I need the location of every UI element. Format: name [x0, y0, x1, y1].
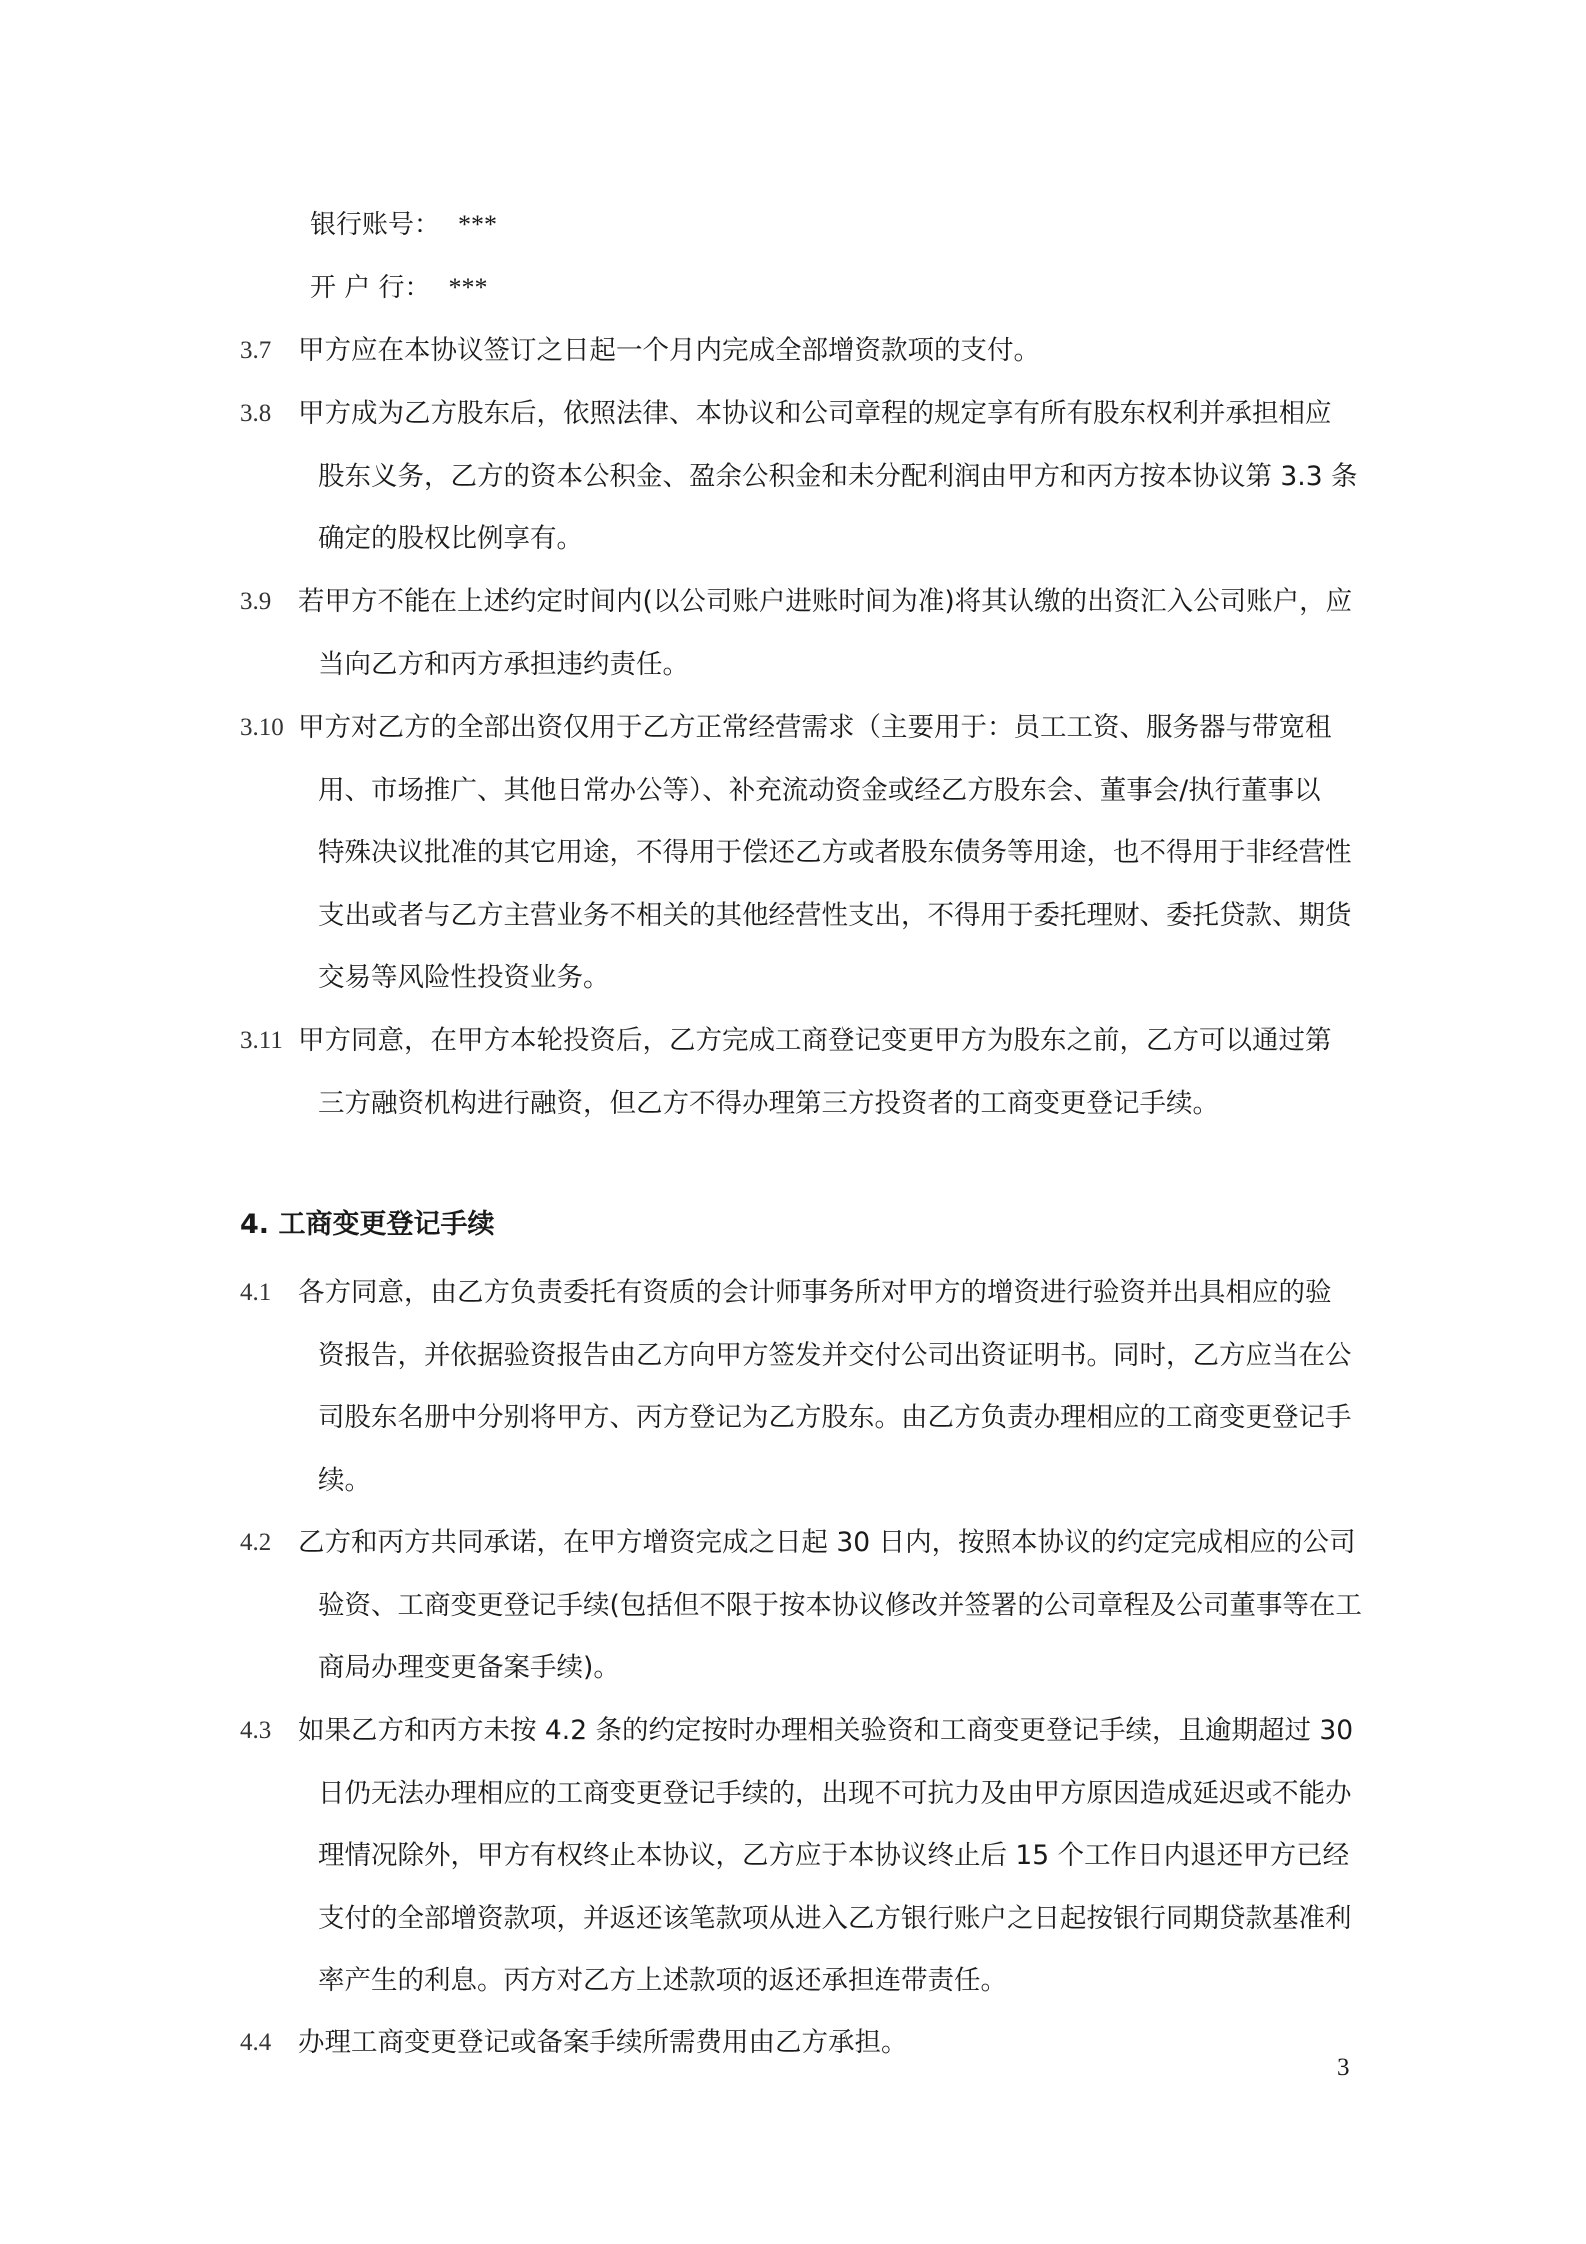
clause-3-8	[240, 383, 1360, 571]
clause-line: 各方同意，由乙方负责委托有资质的会计师事务所对甲方的增资进行验资并出具相应的验	[298, 1277, 1332, 1308]
clause-4-4	[240, 2012, 1360, 2075]
clause-number: 4.2	[240, 1529, 272, 1556]
clause-line: 甲方应在本协议签订之日起一个月内完成全部增资款项的支付。	[298, 335, 1040, 366]
clause-line: 资报告，并依据验资报告由乙方向甲方签发并交付公司出资证明书。同时，乙方应当在公	[318, 1339, 1352, 1371]
clause-line: 支出或者与乙方主营业务不相关的其他经营性支出，不得用于委托理财、委托贷款、期货	[318, 899, 1352, 931]
clause-number: 3.7	[240, 337, 272, 364]
clause-line: 当向乙方和丙方承担违约责任。	[318, 648, 689, 680]
clause-number: 3.10	[240, 714, 284, 741]
clause-line: 率产生的利息。丙方对乙方上述款项的返还承担连带责任。	[318, 1965, 1007, 1996]
clause-4-1	[240, 1262, 1360, 1512]
clause-number: 3.8	[240, 400, 272, 427]
clause-line: 确定的股权比例享有。	[318, 523, 583, 554]
clause-body	[298, 383, 1358, 571]
clause-number: 3.11	[240, 1027, 283, 1054]
clause-line: 理情况除外，甲方有权终止本协议，乙方应于本协议终止后 15 个工作日内退还甲方已经	[318, 1840, 1350, 1871]
clause-line: 特殊决议批准的其它用途，不得用于偿还乙方或者股东债务等用途，也不得用于非经营性	[318, 837, 1352, 868]
clause-body	[298, 1512, 1362, 1700]
clause-line: 甲方成为乙方股东后，依照法律、本协议和公司章程的规定享有所有股东权利并承担相应	[298, 398, 1332, 429]
clause-body	[298, 1262, 1350, 1512]
clause-line: 司股东名册中分别将甲方、丙方登记为乙方股东。由乙方负责办理相应的工商变更登记手	[318, 1402, 1352, 1433]
clause-line: 甲方同意，在甲方本轮投资后，乙方完成工商登记变更甲方为股东之前，乙方可以通过第	[298, 1025, 1332, 1056]
clause-line: 验资、工商变更登记手续(包括但不限于按本协议修改并签署的公司章程及公司董事等在工	[318, 1589, 1362, 1621]
clause-3-11	[240, 1010, 1360, 1135]
clause-4-2	[240, 1512, 1360, 1700]
clause-line: 续。	[318, 1464, 371, 1496]
clause-line: 用、市场推广、其他日常办公等）、补充流动资金或经乙方股东会、董事会/执行董事以	[318, 774, 1321, 806]
clause-line: 三方融资机构进行融资，但乙方不得办理第三方投资者的工商变更登记手续。	[318, 1087, 1219, 1119]
clause-line: 如果乙方和丙方未按 4.2 条的约定按时办理相关验资和工商变更登记手续，且逾期超过 30	[298, 1715, 1354, 1746]
clause-number: 4.4	[240, 2029, 272, 2056]
page-number: 3	[1337, 2054, 1350, 2081]
opening-bank-value: ***	[448, 273, 488, 302]
clause-number: 3.9	[240, 588, 272, 615]
clause-line: 交易等风险性投资业务。	[318, 962, 610, 993]
clause-line: 股东义务，乙方的资本公积金、盈余公积金和未分配利润由甲方和丙方按本协议第 3.3 条	[318, 460, 1358, 492]
clause-body	[298, 571, 1353, 696]
opening-bank-label: 开 户 行：	[310, 273, 431, 303]
clause-number: 4.3	[240, 1717, 272, 1744]
clause-line: 日仍无法办理相应的工商变更登记手续的，出现不可抗力及由甲方原因造成延迟或不能办	[318, 1777, 1352, 1809]
clause-body	[298, 697, 1350, 1010]
clause-number: 4.1	[240, 1279, 272, 1306]
clause-body	[298, 320, 1350, 383]
bank-account-label: 银行账号：	[310, 210, 441, 240]
clause-line: 支付的全部增资款项，并返还该笔款项从进入乙方银行账户之日起按银行同期贷款基准利	[318, 1902, 1352, 1934]
clause-line: 乙方和丙方共同承诺，在甲方增资完成之日起 30 日内，按照本协议的约定完成相应的公司	[298, 1527, 1356, 1558]
clause-4-3	[240, 1700, 1360, 2013]
clause-body	[298, 1010, 1350, 1135]
clause-body	[298, 2012, 1350, 2075]
clause-line: 甲方对乙方的全部出资仅用于乙方正常经营需求（主要用于：员工工资、服务器与带宽租	[298, 712, 1332, 743]
clause-body	[298, 1700, 1354, 2013]
bank-account-line	[310, 205, 497, 245]
clause-line: 办理工商变更登记或备案手续所需费用由乙方承担。	[298, 2027, 908, 2058]
clause-3-10	[240, 697, 1360, 1010]
clause-3-9	[240, 571, 1360, 696]
bank-account-value: ***	[458, 210, 498, 239]
section-heading-4: 4. 工商变更登记手续	[240, 1209, 495, 1240]
clause-3-7	[240, 320, 1360, 383]
clause-line: 商局办理变更备案手续)。	[318, 1652, 620, 1683]
opening-bank-line	[310, 268, 488, 308]
clause-line: 若甲方不能在上述约定时间内(以公司账户进账时间为准)将其认缴的出资汇入公司账户，应	[298, 586, 1353, 617]
